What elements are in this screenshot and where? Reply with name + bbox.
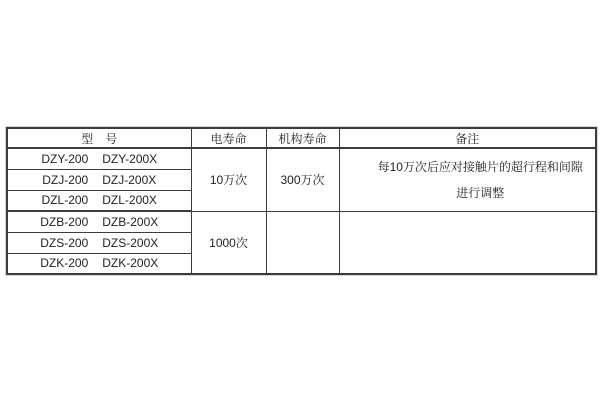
- mechanism-life-group1-cell: 300万次: [266, 148, 339, 211]
- model-pair: [8, 193, 191, 207]
- model-pair: [8, 215, 191, 229]
- model-name: DZB-200X: [102, 214, 159, 229]
- model-name: DZL-200X: [102, 193, 157, 208]
- model-cell-dzs: [7, 232, 191, 253]
- model-name: DZK-200X: [102, 256, 159, 271]
- model-cell-dzl: [7, 190, 191, 211]
- model-cell-dzk: [7, 253, 191, 274]
- model-name: DZS-200X: [102, 235, 159, 250]
- model-name: DZJ-200: [42, 172, 89, 187]
- model-pair: [8, 236, 191, 250]
- electrical-life-group2-cell: 1000次: [191, 211, 266, 274]
- remarks-group1-cell: [339, 148, 596, 211]
- model-cell-dzj: [7, 169, 191, 190]
- model-name: DZY-200X: [102, 151, 158, 166]
- relay-spec-table: [6, 127, 597, 275]
- electrical-life-group1-cell: 10万次: [191, 148, 266, 211]
- model-name: DZY-200: [41, 151, 89, 166]
- model-pair: [8, 152, 191, 166]
- col-header-electrical-life: 电寿命: [191, 128, 266, 148]
- remark-line-2: 进行调整: [456, 185, 505, 200]
- table-header-row: [7, 128, 596, 148]
- table-row-dzb: [7, 211, 596, 232]
- model-pair: [8, 173, 191, 187]
- model-cell-dzb: [7, 211, 191, 232]
- remark-line-1: 每10万次后应对接触片的超行程和间隙: [377, 159, 583, 174]
- table-row-dzy: [7, 148, 596, 169]
- mechanism-life-group2-cell: [266, 211, 339, 274]
- model-name: DZS-200: [40, 235, 89, 250]
- model-name: DZB-200: [40, 214, 89, 229]
- col-header-model: 型 号: [7, 128, 191, 148]
- model-name: DZK-200: [40, 256, 89, 271]
- remark-text: [340, 154, 596, 206]
- remarks-group2-cell: [339, 211, 596, 274]
- model-name: DZJ-200X: [102, 172, 157, 187]
- model-name: DZL-200: [41, 193, 89, 208]
- model-pair: [8, 256, 191, 270]
- model-cell-dzy: [7, 148, 191, 169]
- col-header-remarks: 备注: [339, 128, 596, 148]
- col-header-mechanism-life: 机构寿命: [266, 128, 339, 148]
